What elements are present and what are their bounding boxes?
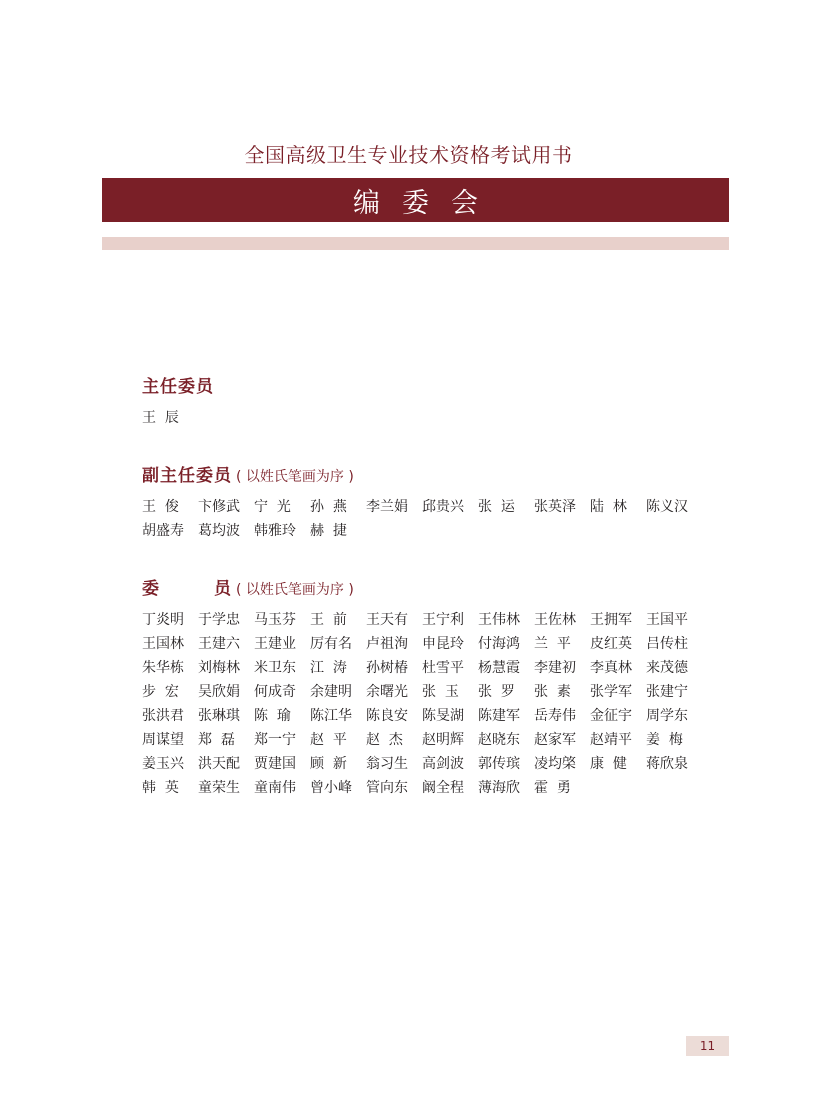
banner-title: 编委会 <box>102 178 729 222</box>
person-name: 余建明 <box>310 684 352 700</box>
person-name: 杨慧霞 <box>478 660 520 676</box>
person-name: 曾小峰 <box>310 780 352 796</box>
person-name: 管向东 <box>366 780 408 796</box>
person-name: 郑 磊 <box>198 732 235 748</box>
vice-chairs-heading-text: 副主任委员 <box>142 466 232 486</box>
person-name: 凌均棨 <box>534 756 576 772</box>
person-name: 李真林 <box>590 660 632 676</box>
person-name: 陈江华 <box>310 708 352 724</box>
person-name: 岳寿伟 <box>534 708 576 724</box>
person-name: 李兰娟 <box>366 499 408 515</box>
person-name: 陈义汉 <box>646 499 688 515</box>
vice-chairs-heading <box>142 461 702 486</box>
person-name: 周学东 <box>646 708 688 724</box>
person-name: 王 辰 <box>142 410 179 426</box>
page-number: 11 <box>686 1036 729 1056</box>
person-name: 王拥军 <box>590 612 632 628</box>
person-name: 吕传柱 <box>646 636 688 652</box>
person-name: 洪天配 <box>198 756 240 772</box>
person-name: 张 玉 <box>422 684 459 700</box>
person-name: 王建业 <box>254 636 296 652</box>
person-name: 宁 光 <box>254 499 291 515</box>
person-name: 陈建军 <box>478 708 520 724</box>
chair-heading <box>142 372 702 397</box>
person-name: 皮红英 <box>590 636 632 652</box>
person-name: 张洪君 <box>142 708 184 724</box>
members-heading-left: 委 <box>142 579 160 599</box>
person-name: 金征宇 <box>590 708 632 724</box>
person-name: 马玉芬 <box>254 612 296 628</box>
person-name: 张学军 <box>590 684 632 700</box>
person-name: 张 罗 <box>478 684 515 700</box>
person-name: 张建宁 <box>646 684 688 700</box>
person-name: 王伟林 <box>478 612 520 628</box>
person-name: 赵 平 <box>310 732 347 748</box>
person-name: 陈 瑜 <box>254 708 291 724</box>
person-name: 康 健 <box>590 756 627 772</box>
chair-names <box>142 406 702 430</box>
person-name: 张 素 <box>534 684 571 700</box>
person-name: 陈良安 <box>366 708 408 724</box>
person-name: 阚全程 <box>422 780 464 796</box>
series-title: 全国高级卫生专业技术资格考试用书 <box>244 143 573 167</box>
members-heading <box>142 574 702 599</box>
person-name: 顾 新 <box>310 756 347 772</box>
person-name: 翁习生 <box>366 756 408 772</box>
person-name: 周谋望 <box>142 732 184 748</box>
person-name: 赵靖平 <box>590 732 632 748</box>
person-name: 童荣生 <box>198 780 240 796</box>
person-name: 童南伟 <box>254 780 296 796</box>
person-name: 余曙光 <box>366 684 408 700</box>
person-name: 蒋欣泉 <box>646 756 688 772</box>
person-name: 孙 燕 <box>310 499 347 515</box>
person-name: 赵晓东 <box>478 732 520 748</box>
person-name: 卞修武 <box>198 499 240 515</box>
chair-heading-text: 主任委员 <box>142 377 214 397</box>
person-name: 刘梅林 <box>198 660 240 676</box>
person-name: 韩 英 <box>142 780 179 796</box>
person-name: 卢祖洵 <box>366 636 408 652</box>
person-name: 王宁利 <box>422 612 464 628</box>
person-name: 赵家军 <box>534 732 576 748</box>
person-name: 王佐林 <box>534 612 576 628</box>
vice-chairs-names <box>142 495 702 543</box>
person-name: 姜玉兴 <box>142 756 184 772</box>
person-name: 郑一宁 <box>254 732 296 748</box>
person-name: 江 涛 <box>310 660 347 676</box>
person-name: 高剑波 <box>422 756 464 772</box>
person-name: 赫 捷 <box>310 523 347 539</box>
person-name: 胡盛寿 <box>142 523 184 539</box>
person-name: 王 俊 <box>142 499 179 515</box>
person-name: 邱贵兴 <box>422 499 464 515</box>
person-name: 丁炎明 <box>142 612 184 628</box>
person-name: 米卫东 <box>254 660 296 676</box>
person-name: 李建初 <box>534 660 576 676</box>
person-name: 郭传瑸 <box>478 756 520 772</box>
person-name: 厉有名 <box>310 636 352 652</box>
person-name: 王天有 <box>366 612 408 628</box>
person-name: 张英泽 <box>534 499 576 515</box>
person-name: 兰 平 <box>534 636 571 652</box>
person-name: 王 前 <box>310 612 347 628</box>
person-name: 付海鸿 <box>478 636 520 652</box>
person-name: 吴欣娟 <box>198 684 240 700</box>
person-name: 步 宏 <box>142 684 179 700</box>
person-name: 来茂德 <box>646 660 688 676</box>
decorative-bar <box>102 237 729 250</box>
person-name: 陆 林 <box>590 499 627 515</box>
members-note: ( 以姓氏笔画为序 ) <box>236 582 354 598</box>
person-name: 王国林 <box>142 636 184 652</box>
vice-chairs-section <box>142 461 702 543</box>
person-name: 张琳琪 <box>198 708 240 724</box>
person-name: 杜雪平 <box>422 660 464 676</box>
person-name: 何成奇 <box>254 684 296 700</box>
person-name: 赵 杰 <box>366 732 403 748</box>
chair-section <box>142 372 702 430</box>
person-name: 霍 勇 <box>534 780 571 796</box>
person-name: 于学忠 <box>198 612 240 628</box>
person-name: 贾建国 <box>254 756 296 772</box>
person-name: 孙树椿 <box>366 660 408 676</box>
members-section <box>142 574 702 800</box>
person-name: 王国平 <box>646 612 688 628</box>
members-names <box>142 608 702 800</box>
vice-chairs-note: ( 以姓氏笔画为序 ) <box>236 469 354 485</box>
person-name: 王建六 <box>198 636 240 652</box>
person-name: 韩雅玲 <box>254 523 296 539</box>
person-name: 申昆玲 <box>422 636 464 652</box>
person-name: 薄海欣 <box>478 780 520 796</box>
members-heading-right: 员 <box>214 579 232 599</box>
person-name: 葛均波 <box>198 523 240 539</box>
person-name: 朱华栋 <box>142 660 184 676</box>
person-name: 姜 梅 <box>646 732 683 748</box>
person-name: 赵明辉 <box>422 732 464 748</box>
person-name: 陈旻湖 <box>422 708 464 724</box>
person-name: 张 运 <box>478 499 515 515</box>
